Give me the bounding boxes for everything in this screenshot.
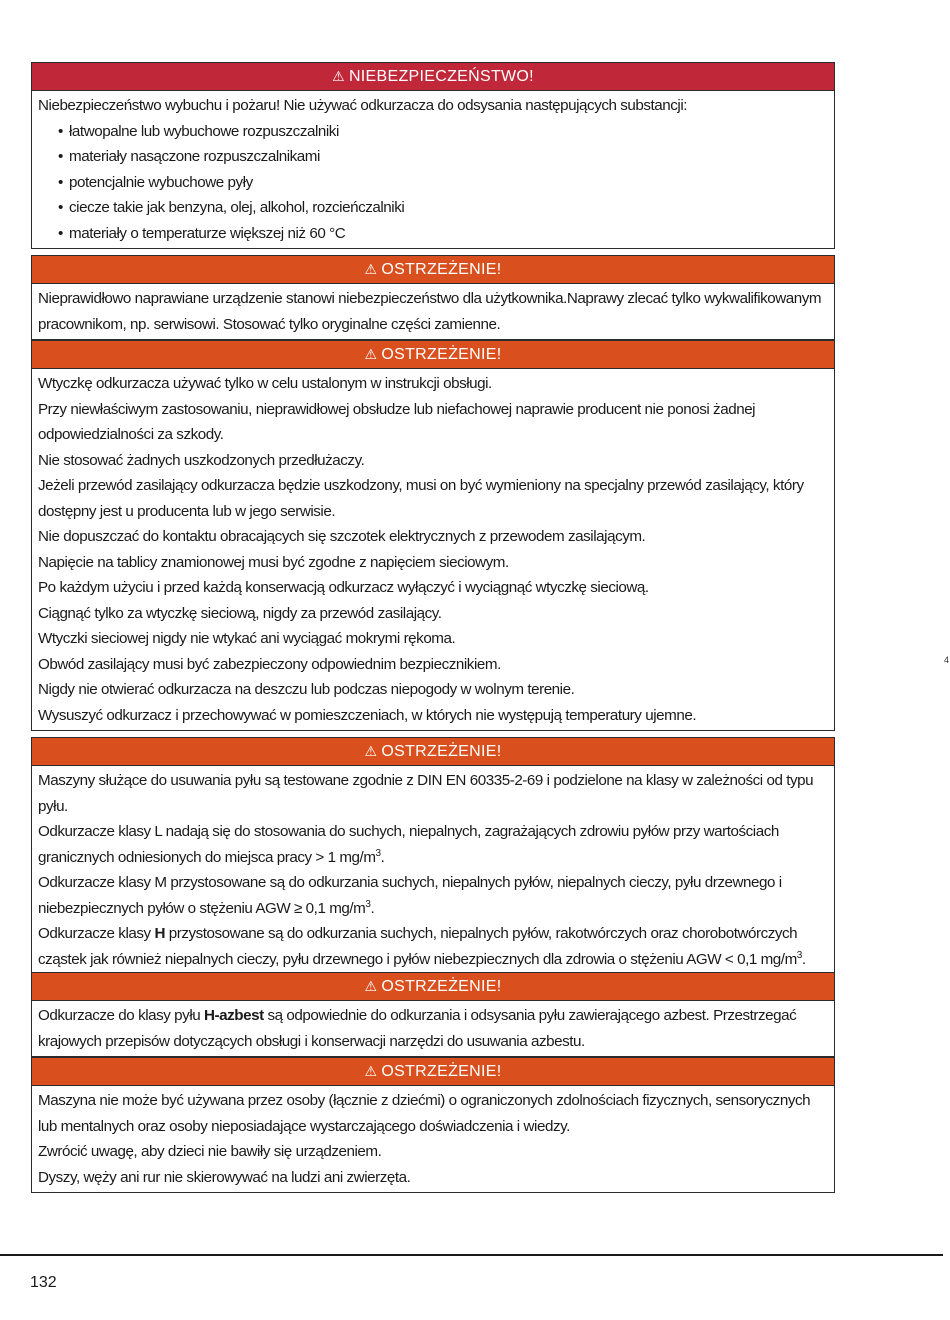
warning-body [32, 284, 834, 339]
warning-body [32, 369, 834, 730]
paragraph: Odkurzacze klasy M przystosowane są do odkurzania suchych, niepalnych pyłów, niepalnych cieczy, pyłu drzewnego i niebezpiecznych pyłów o stężeniu AGW ≥ 0,1 $mg/m^3$. [38, 874, 782, 917]
list-item: • potencjalnie wybuchowe pyły [58, 170, 828, 196]
warning-body [32, 1001, 834, 1056]
paragraph: Nie dopuszczać do kontaktu obracających się szczotek elektrycznych z przewodem zasilającym. [38, 528, 646, 545]
warning-box-electrical [31, 340, 835, 731]
margin-mark: 4 [944, 655, 950, 665]
danger-header: ⚠ NIEBEZPIECZEŃSTWO! [32, 63, 834, 91]
paragraph: Jeżeli przewód zasilający odkurzacza będzie uszkodzony, musi on być wymieniony na specjalny przewód zasilający, który dostępny jest u producenta lub w jego serwisie. [38, 477, 804, 520]
list-item: • materiały nasączone rozpuszczalnikami [58, 144, 828, 170]
danger-box [31, 62, 835, 249]
paragraph: Odkurzacze do klasy pyłu H-azbest są odpowiednie do odkurzania i odsysania pyłu zawierającego azbest. Przestrzegać krajowych przepisów dotyczących obsługi i konserwacji narzędzi do usuwania azbestu. [38, 1007, 797, 1050]
paragraph: Ciągnąć tylko za wtyczkę sieciową, nigdy za przewód zasilający. [38, 604, 442, 622]
paragraph: Nieprawidłowo naprawiane urządzenie stanowi niebezpieczeństwo dla użytkownika.Naprawy zlecać tylko wykwalifikowanym pracownikom, np. serwisowi. Stosować tylko oryginalne części zamienne. [38, 290, 822, 333]
warning-triangle-icon: ⚠ [364, 978, 378, 994]
warning-triangle-icon: ⚠ [364, 346, 378, 362]
paragraph: Odkurzacze klasy L nadają się do stosowania do suchych, niepalnych, zagrażających zdrowiu pyłów przy wartościach granicznych odniesionych do miejsca pracy > 1 $mg/m^3$. [38, 823, 779, 866]
warning-header: ⚠ OSTRZEŻENIE! [32, 1058, 834, 1086]
paragraph: Odkurzacze klasy H przystosowane są do odkurzania suchych, niepalnych pyłów, rakotwórczych oraz chorobotwórczych cząstek jak również niepalnych cieczy, pyłu drzewnego i pyłów niebezpiecznych dla zdrowia o stężeniu AGW < 0,1 $mg/m^3$. [38, 925, 806, 968]
warning-header: ⚠ OSTRZEŻENIE! [32, 738, 834, 766]
warning-triangle-icon: ⚠ [332, 68, 345, 84]
warning-triangle-icon: ⚠ [364, 1063, 378, 1079]
paragraph: Wysuszyć odkurzacz i przechowywać w pomieszczeniach, w których nie występują temperatury ujemne. [38, 706, 697, 724]
warning-box-asbestos [31, 972, 835, 1057]
paragraph: Po każdym użyciu i przed każdą konserwacją odkurzacz wyłączyć i wyciągnąć wtyczkę sieciową. [38, 579, 649, 596]
paragraph: Nigdy nie otwierać odkurzacza na deszczu lub podczas niepogody w wolnym terenie. [38, 681, 575, 698]
paragraph: Przy niewłaściwym zastosowaniu, nieprawidłowej obsłudze lub niefachowej naprawie producent nie ponosi żadnej odpowiedzialności za szkody. [38, 400, 756, 443]
warning-box-persons [31, 1057, 835, 1193]
paragraph: Wtyczki sieciowej nigdy nie wtykać ani wyciągać mokrymi rękoma. [38, 630, 456, 647]
paragraph: Nie stosować żadnych uszkodzonych przedłużaczy. [38, 451, 365, 469]
warning-box-repair [31, 255, 835, 340]
warning-triangle-icon: ⚠ [364, 261, 378, 277]
danger-intro: Niebezpieczeństwo wybuchu i pożaru! Nie używać odkurzacza do odsysania następujących substancji: [38, 97, 688, 114]
paragraph: Dyszy, węży ani rur nie skierowywać na ludzi ani zwierzęta. [38, 1168, 411, 1186]
substance-list [38, 119, 828, 247]
footer-divider [0, 1254, 943, 1256]
danger-body [32, 91, 834, 248]
warning-header: ⚠ OSTRZEŻENIE! [32, 341, 834, 369]
warning-header: ⚠ OSTRZEŻENIE! [32, 256, 834, 284]
paragraph: Zwrócić uwagę, aby dzieci nie bawiły się urządzeniem. [38, 1143, 382, 1160]
paragraph: Maszyna nie może być używana przez osoby (łącznie z dziećmi) o ograniczonych zdolnościach fizycznych, sensorycznych lub mentalnych oraz osoby nieposiadające wystarczającego doświadczenia i wiedzy. [38, 1092, 811, 1135]
list-item: • ciecze takie jak benzyna, olej, alkohol, rozcieńczalniki [58, 195, 828, 221]
warning-triangle-icon: ⚠ [364, 743, 378, 759]
paragraph: Wtyczkę odkurzacza używać tylko w celu ustalonym w instrukcji obsługi. [38, 375, 492, 392]
list-item: • łatwopalne lub wybuchowe rozpuszczalniki [58, 119, 828, 145]
paragraph: Napięcie na tablicy znamionowej musi być zgodne z napięciem sieciowym. [38, 553, 509, 571]
warning-body [32, 766, 834, 974]
paragraph: Obwód zasilający musi być zabezpieczony odpowiednim bezpiecznikiem. [38, 655, 501, 673]
page-number: 132 [30, 1274, 57, 1291]
warning-header: ⚠ OSTRZEŻENIE! [32, 973, 834, 1001]
warning-body [32, 1086, 834, 1192]
paragraph: Maszyny służące do usuwania pyłu są testowane zgodnie z DIN EN 60335-2-69 i podzielone na klasy w zależności od typu pyłu. [38, 772, 814, 815]
warning-box-dust-classes [31, 737, 835, 975]
list-item: • materiały o temperaturze większej niż 60 °C [58, 221, 828, 247]
